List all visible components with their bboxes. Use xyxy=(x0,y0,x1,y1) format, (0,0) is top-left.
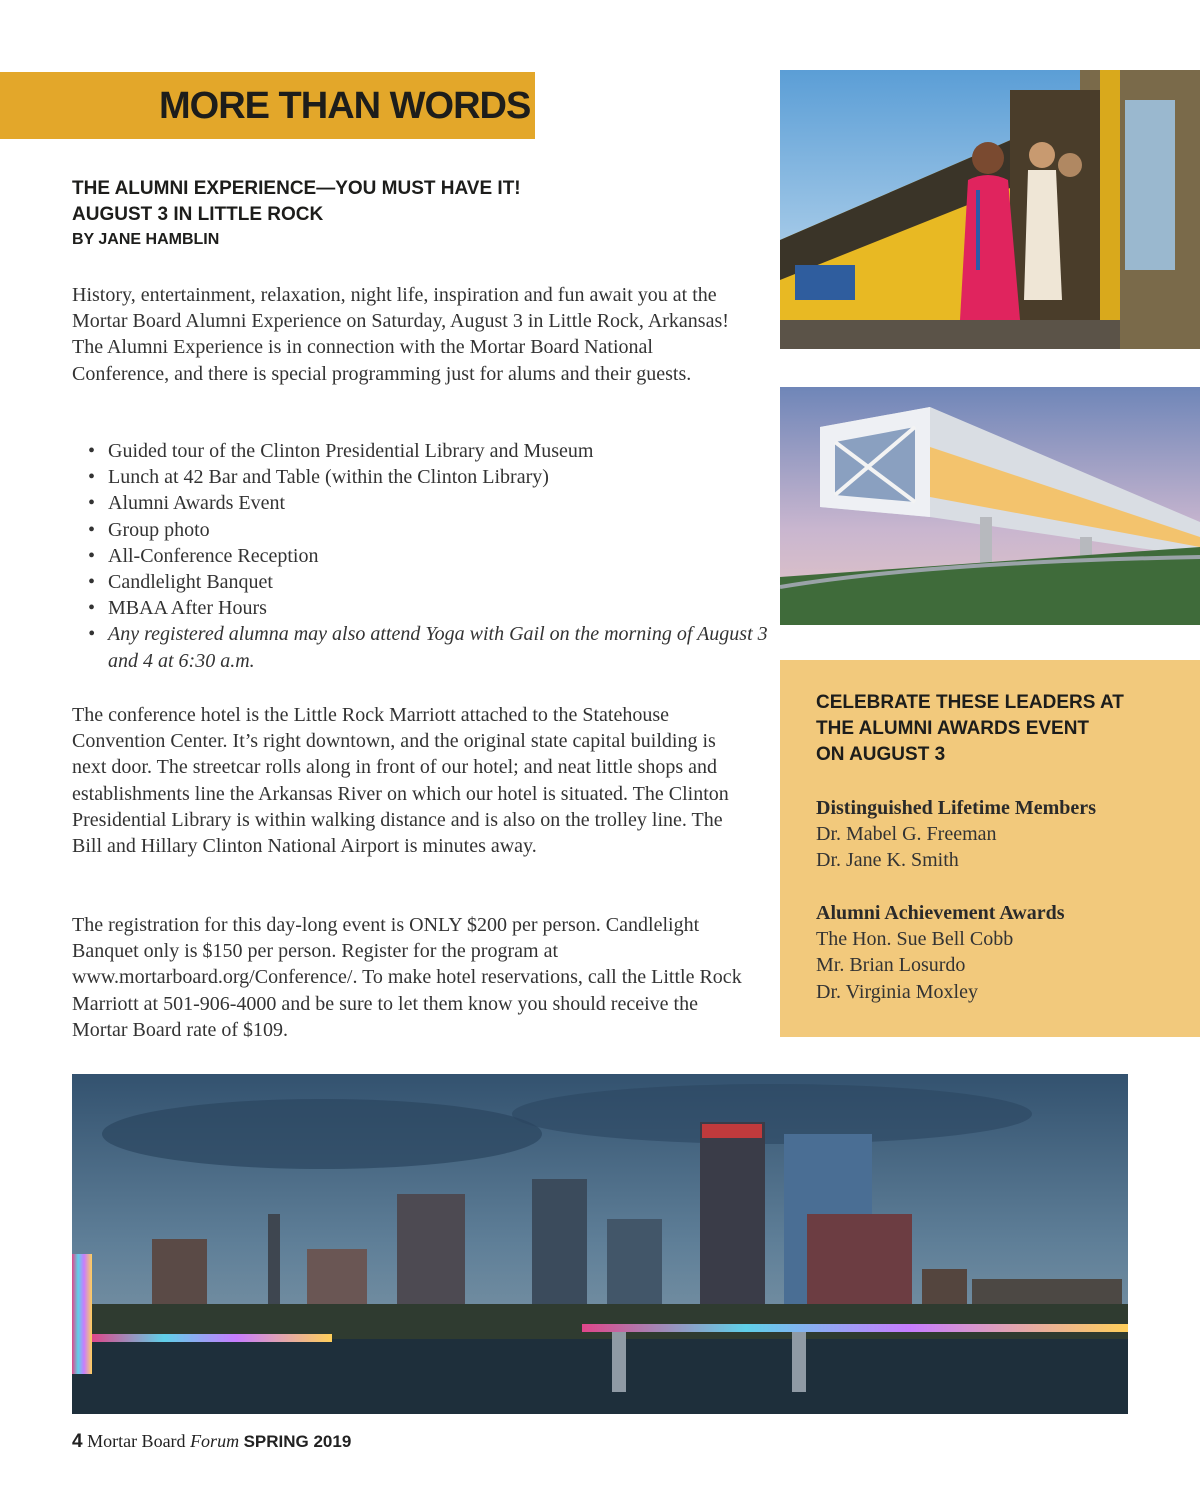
list-item: • Candlelight Banquet xyxy=(108,569,788,595)
little-rock-skyline-photo xyxy=(72,1074,1128,1414)
list-item: • Guided tour of the Clinton Presidential Library and Museum xyxy=(108,438,788,464)
headline-line-2: AUGUST 3 IN LITTLE ROCK xyxy=(72,204,324,225)
article-headline xyxy=(72,176,672,228)
achievement-awards-group xyxy=(816,900,1176,1005)
headline-line-1: THE ALUMNI EXPERIENCE—YOU MUST HAVE IT! xyxy=(72,178,521,199)
yoga-note-item: • Any registered alumna may also attend Yoga with Gail on the morning of August 3 and 4 at 6:30 a.m. xyxy=(108,621,788,673)
award-name: The Hon. Sue Bell Cobb xyxy=(816,928,1014,951)
page-number: 4 xyxy=(72,1431,83,1452)
sidebar-title-line-3: ON AUGUST 3 xyxy=(816,744,946,765)
issue-label: SPRING 2019 xyxy=(243,1432,352,1451)
event-list xyxy=(72,438,788,674)
list-item: • Alumni Awards Event xyxy=(108,490,788,516)
page-footer xyxy=(72,1431,351,1453)
sidebar-title xyxy=(816,690,1156,768)
section-title: MORE THAN WORDS xyxy=(159,85,531,127)
award-heading: Distinguished Lifetime Members xyxy=(816,797,1096,819)
award-name: Mr. Brian Losurdo xyxy=(816,954,966,977)
list-item: • MBAA After Hours xyxy=(108,595,788,621)
award-name: Dr. Jane K. Smith xyxy=(816,849,959,872)
sidebar-title-line-2: THE ALUMNI AWARDS EVENT xyxy=(816,718,1090,739)
registration-paragraph: The registration for this day-long event is ONLY $200 per person. Candlelight Banquet only is $150 per person. Register for the program at www.mortarboard.org/Conference/. To make hotel reservations, call the Little Rock Marriott at 501-906-4000 and be sure to let them know you should receive the Mortar Board rate of $109. xyxy=(72,914,742,1041)
hotel-paragraph: The conference hotel is the Little Rock Marriott attached to the Statehouse Convention Center. It’s right downtown, and the original state capital building is next door. The streetcar rolls along in front of our hotel; and neat little shops and establishments line the Arkansas River on which our hotel is situated. The Clinton Presidential Library is within walking distance and is also on the trolley line. The Bill and Hillary Clinton National Airport is minutes away. xyxy=(72,704,729,858)
list-item: • Group photo xyxy=(108,517,788,543)
lifetime-members-group xyxy=(816,795,1176,874)
list-item: • All-Conference Reception xyxy=(108,543,788,569)
list-item: • Lunch at 42 Bar and Table (within the Clinton Library) xyxy=(108,464,788,490)
intro-paragraph: History, entertainment, relaxation, night life, inspiration and fun await you at the Mortar Board Alumni Experience on Saturday, August 3 in Little Rock, Arkansas! The Alumni Experience is in connection with the Mortar Board National Conference, and there is special programming just for alums and their guests. xyxy=(72,284,729,385)
byline: BY JANE HAMBLIN xyxy=(72,231,220,248)
award-name: Dr. Mabel G. Freeman xyxy=(816,823,997,846)
magazine-name: Mortar Board xyxy=(87,1431,186,1451)
award-heading: Alumni Achievement Awards xyxy=(816,902,1065,924)
streetcar-photo xyxy=(780,70,1200,349)
award-name: Dr. Virginia Moxley xyxy=(816,980,978,1003)
sidebar-title-line-1: CELEBRATE THESE LEADERS AT xyxy=(816,692,1124,713)
magazine-name-italic: Forum xyxy=(190,1431,240,1451)
clinton-library-photo xyxy=(780,387,1200,625)
